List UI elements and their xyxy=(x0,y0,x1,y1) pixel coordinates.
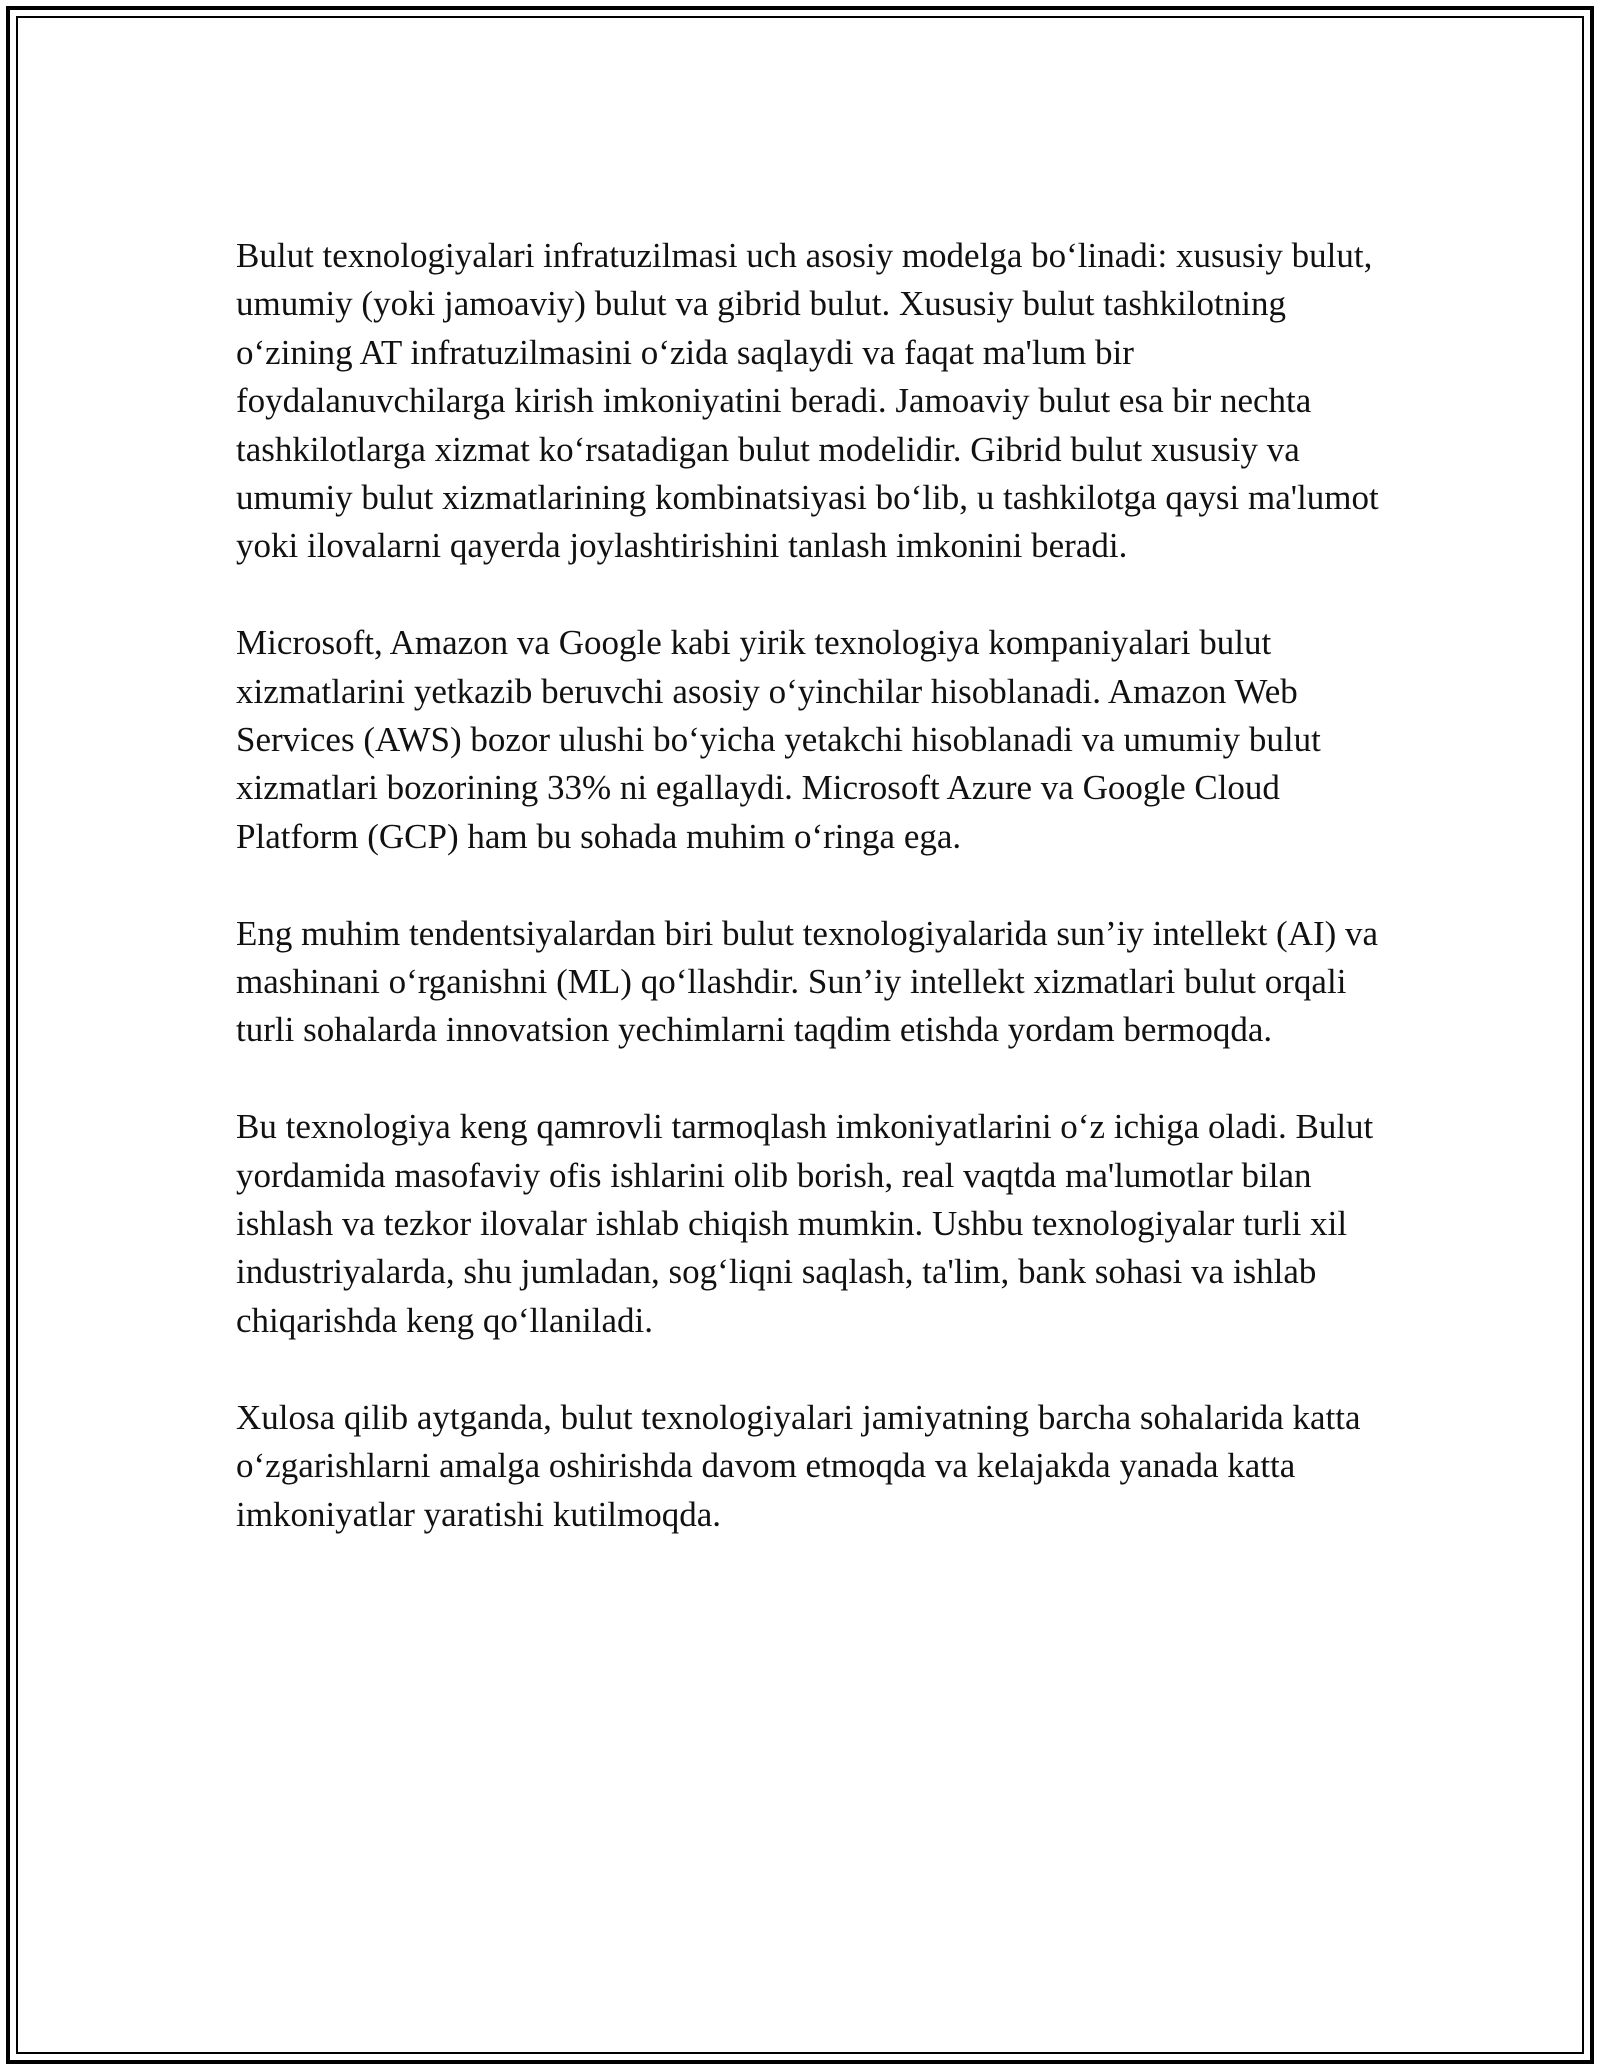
paragraph-conclusion: Xulosa qilib aytganda, bulut texnologiyalari jamiyatning barcha sohalarida katta o‘zgarishlarni amalga oshirishda davom etmoqda va kelajakda yanada katta imkoniyatlar yaratishi kutilmoqda. xyxy=(236,1397,1361,1534)
paragraph-cloud-models: Bulut texnologiyalari infratuzilmasi uch asosiy modelga bo‘linadi: xususiy bulut, umumiy (yoki jamoaviy) bulut va gibrid bulut. Xususiy bulut tashkilotning o‘zining AT infratuzilmasini o‘zida saqlaydi va faqat ma'lum bir foydalanuvchilarga kirish imkoniyatini beradi. Jamoaviy bulut esa bir nechta tashkilotlarga xizmat ko‘rsatadigan bulut modelidir. Gibrid bulut xususiy va umumiy bulut xizmatlarining kombinatsiyasi bo‘lib, u tashkilotga qaysi ma'lumot yoki ilovalarni qayerda joylashtirishini tanlash imkonini beradi. xyxy=(236,236,1379,566)
paragraph-networking: Bu texnologiya keng qamrovli tarmoqlash imkoniyatlarini o‘z ichiga oladi. Bulut yordamida masofaviy ofis ishlarini olib borish, real vaqtda ma'lumotlar bilan ishlash va tezkor ilovalar ishlab chiqish mumkin. Ushbu texnologiyalar turli xil industriyalarda, shu jumladan, sog‘liqni saqlash, ta'lim, bank sohasi va ishlab chiqarishda keng qo‘llaniladi. xyxy=(236,1107,1374,1340)
paragraph-ai-trends: Eng muhim tendentsiyalardan biri bulut texnologiyalarida sun’iy intellekt (AI) va mashinani o‘rganishni (ML) qo‘llashdir. Sun’iy intellekt xizmatlari bulut orqali turli sohalarda innovatsion yechimlarni taqdim etishda yordam bermoqda. xyxy=(236,913,1379,1050)
paragraph-cloud-providers: Microsoft, Amazon va Google kabi yirik texnologiya kompaniyalari bulut xizmatlarini yetkazib beruvchi asosiy o‘yinchilar hisoblanadi. Amazon Web Services (AWS) bozor ulushi bo‘yicha yetakchi hisoblanadi va umumiy bulut xizmatlari bozorining 33% ni egallaydi. Microsoft Azure va Google Cloud Platform (GCP) ham bu sohada muhim o‘ringa ega. xyxy=(236,623,1321,856)
document-body xyxy=(236,232,1386,1587)
